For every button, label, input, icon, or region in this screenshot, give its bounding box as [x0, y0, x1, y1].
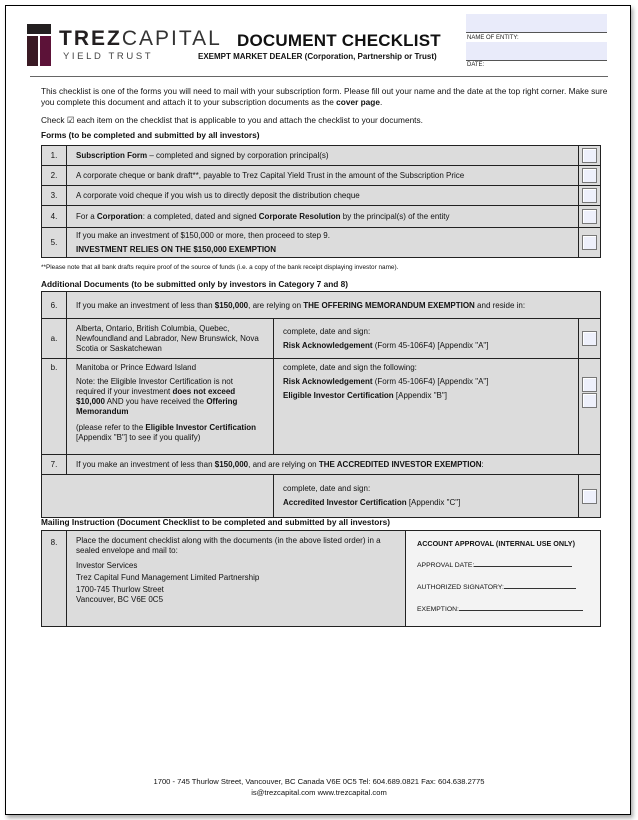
address-line: Investor Services: [76, 561, 138, 570]
check-instruction: Check ☑ each item on the checklist that is applicable to you and attach the checklist to your documents.: [41, 115, 423, 125]
row-text: A corporate cheque or bank draft**, payable to Trez Capital Yield Trust in the amount of the Subscription Price: [67, 166, 579, 186]
forms-table: [41, 145, 601, 258]
approval-heading: ACCOUNT APPROVAL (INTERNAL USE ONLY): [417, 539, 575, 548]
entity-name-field[interactable]: [466, 14, 607, 33]
footer-contact: is@trezcapital.com www.trezcapital.com: [251, 788, 387, 797]
requirements-text: complete, date and sign the following: Risk Acknowledgement (Form 45-106F4) [Appendix "A"] Eligible Investor Certification [Appendix "B"]: [274, 359, 579, 455]
table-row: [42, 228, 601, 258]
row-text: If you make an investment of less than $150,000, and are relying on THE ACCREDITED INVESTOR EXEMPTION:: [67, 455, 601, 475]
page-title: DOCUMENT CHECKLIST: [237, 31, 441, 50]
additional-heading: Additional Documents (to be submitted only by investors in Category 7 and 8): [41, 279, 349, 289]
row-number: 2.: [42, 166, 67, 186]
address-line: 1700-745 Thurlow Street: [76, 585, 164, 594]
footer-address: 1700 - 745 Thurlow Street, Vancouver, BC Canada V6E 0C5 Tel: 604.689.0821 Fax: 604.638.2775: [153, 777, 485, 786]
additional-table: [41, 291, 601, 518]
address-line: Vancouver, BC V6E 0C5: [76, 595, 164, 604]
address-line: Trez Capital Fund Management Limited Partnership: [76, 573, 260, 582]
date-label: DATE:: [467, 62, 485, 68]
table-row: [42, 359, 601, 455]
provinces-text: Alberta, Ontario, British Columbia, Quebec, Newfoundland and Labrador, New Brunswick, Nova Scotia or Saskatchewan: [67, 319, 274, 359]
brand-subtitle: YIELD TRUST: [63, 51, 154, 62]
row-number: 1.: [42, 146, 67, 166]
table-row: [42, 166, 601, 186]
authorized-signatory-field[interactable]: [504, 581, 576, 589]
checkbox[interactable]: [582, 148, 597, 163]
row-text: For a Corporation: a completed, dated and signed Corporate Resolution by the principal(s) of the entity: [67, 206, 579, 228]
checkbox[interactable]: [582, 331, 597, 346]
row-text: If you make an investment of less than $150,000, are relying on THE OFFERING MEMORANDUM EXEMPTION and reside in:: [67, 292, 601, 319]
authorized-signatory-label: AUTHORIZED SIGNATORY:: [417, 584, 504, 591]
row-text: A corporate void cheque if you wish us to directly deposit the distribution cheque: [67, 186, 579, 206]
checkbox[interactable]: [582, 188, 597, 203]
account-approval-box: [406, 531, 601, 627]
brand-bold: TREZ: [59, 27, 122, 50]
footnote: **Please note that all bank drafts require proof of the source of funds (i.e. a copy of the bank receipt displaying investor name).: [41, 264, 399, 271]
checkbox[interactable]: [582, 168, 597, 183]
forms-heading: Forms (to be completed and submitted by all investors): [41, 130, 260, 140]
requirements-text: complete, date and sign: Risk Acknowledgement (Form 45-106F4) [Appendix "A"]: [274, 319, 579, 359]
row-number: b.: [42, 359, 67, 455]
row-number: 3.: [42, 186, 67, 206]
row-number: 5.: [42, 228, 67, 258]
mailing-table: [41, 530, 601, 627]
row-number: 8.: [42, 531, 67, 627]
brand-name: [59, 28, 222, 50]
checkbox[interactable]: [582, 209, 597, 224]
table-row: [42, 206, 601, 228]
table-row: [42, 475, 601, 518]
table-row: [42, 292, 601, 319]
mailing-heading: Mailing Instruction (Document Checklist to be completed and submitted by all investors): [41, 517, 390, 527]
header-divider: [30, 76, 608, 77]
checkbox[interactable]: [582, 393, 597, 408]
page-subtitle: EXEMPT MARKET DEALER (Corporation, Partnership or Trust): [198, 52, 437, 61]
table-row: [42, 531, 601, 627]
date-field[interactable]: [466, 42, 607, 61]
row-text: Subscription Form – completed and signed by corporation principal(s): [67, 146, 579, 166]
trez-capital-logo-icon: [27, 24, 51, 66]
mailing-instruction: Place the document checklist along with the documents (in the above listed order) in a sealed envelope and mail to: Investor Services Trez Capital Fund Management Limited Partnership 1700-745 Thurlow Street Vancouver, BC V6E 0C5: [67, 531, 406, 627]
row-text: If you make an investment of $150,000 or more, then proceed to step 9. INVESTMENT RELIES ON THE $150,000 EXEMPTION: [67, 228, 579, 258]
table-row: [42, 146, 601, 166]
row-number: 6.: [42, 292, 67, 319]
approval-date-label: APPROVAL DATE:: [417, 562, 475, 569]
intro-paragraph: This checklist is one of the forms you will need to mail with your subscription form. Please fill out your name and the date at the top right corner. Make sure you complete this document and attach it to your subscription documents as the cover page.: [41, 86, 608, 107]
checkbox[interactable]: [582, 377, 597, 392]
table-row: [42, 319, 601, 359]
provinces-text: Manitoba or Prince Edward Island Note: the Eligible Investor Certification is not required if your investment does not exceed $10,000 AND you have received the Offering Memorandum (please refer to the Eligible Investor Certification [Appendix "B"] to see if you qualify): [67, 359, 274, 455]
row-number: 4.: [42, 206, 67, 228]
approval-date-field[interactable]: [474, 559, 572, 567]
entity-name-label: NAME OF ENTITY:: [467, 35, 519, 41]
empty-cell: [42, 475, 274, 518]
checkbox[interactable]: [582, 489, 597, 504]
table-row: [42, 455, 601, 475]
exemption-field[interactable]: [459, 603, 583, 611]
brand-light: CAPITAL: [121, 27, 222, 50]
checkbox[interactable]: [582, 235, 597, 250]
requirements-text: complete, date and sign: Accredited Investor Certification [Appendix "C"]: [274, 475, 579, 518]
row-number: a.: [42, 319, 67, 359]
row-number: 7.: [42, 455, 67, 475]
table-row: [42, 186, 601, 206]
exemption-label: EXEMPTION:: [417, 606, 459, 613]
checked-box-icon: ☑: [66, 115, 75, 125]
